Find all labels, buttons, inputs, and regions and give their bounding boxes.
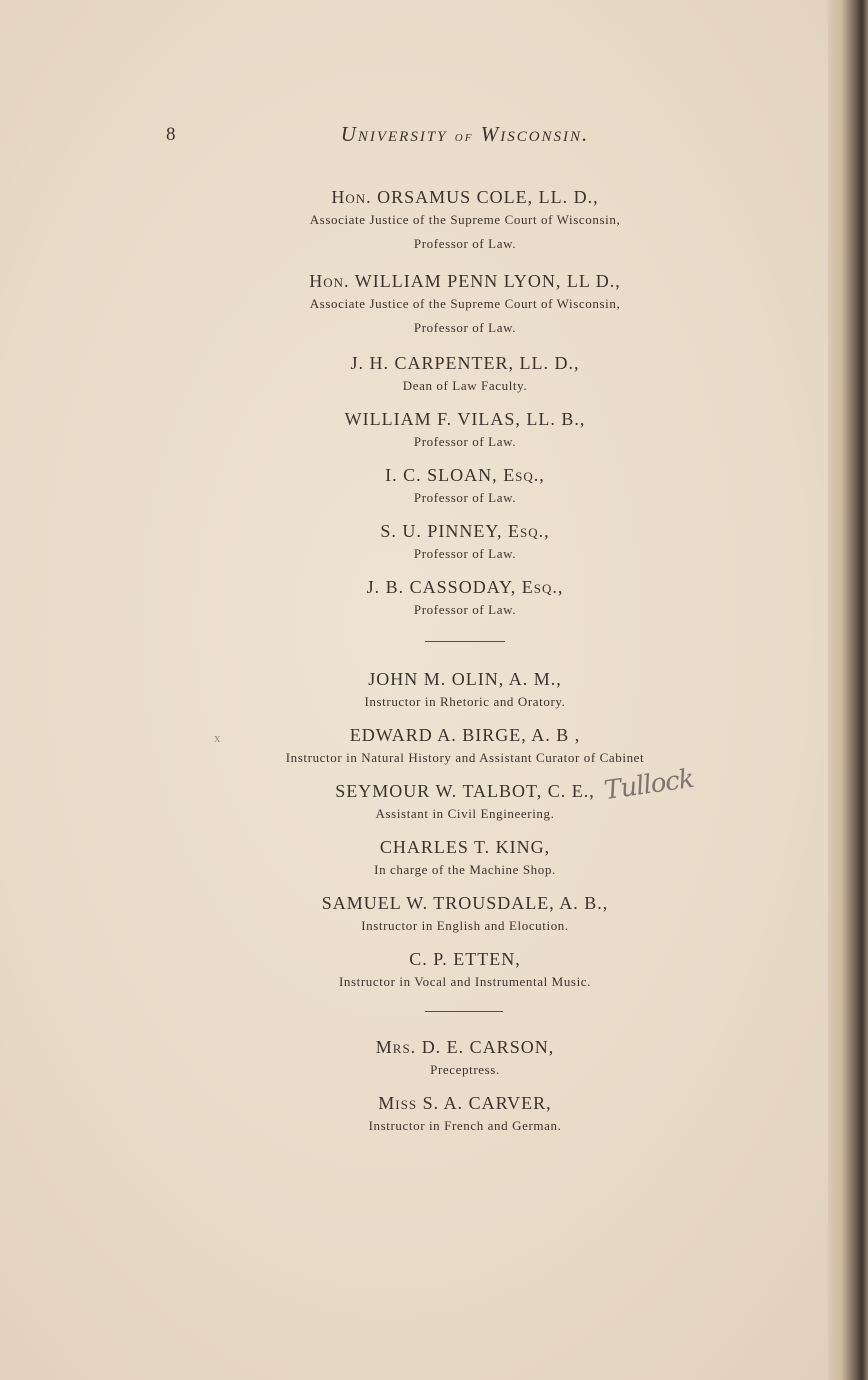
margin-mark: x bbox=[214, 730, 221, 745]
instructor-role: Instructor in English and Elocution. bbox=[361, 918, 569, 933]
faculty-entry-lyon bbox=[0, 270, 868, 338]
instructor-entry-trousdale bbox=[0, 892, 868, 936]
instructor-role: In charge of the Machine Shop. bbox=[374, 862, 556, 877]
instructor-entry-talbot bbox=[0, 780, 868, 824]
running-head-second: Wisconsin. bbox=[480, 122, 590, 146]
staff-name: Miss S. A. CARVER, bbox=[378, 1093, 552, 1113]
faculty-name: S. U. PINNEY, Esq., bbox=[380, 521, 550, 541]
faculty-role: Associate Justice of the Supreme Court of Wisconsin, bbox=[309, 212, 621, 227]
faculty-name: Hon. ORSAMUS COLE, LL. D., bbox=[331, 187, 599, 207]
instructor-name: C. P. ETTEN, bbox=[409, 949, 521, 969]
faculty-entry-vilas bbox=[0, 408, 868, 452]
instructor-name: SAMUEL W. TROUSDALE, A. B., bbox=[321, 893, 609, 913]
instructor-entry-etten bbox=[0, 948, 868, 992]
faculty-entry-cole bbox=[0, 186, 868, 254]
faculty-name: J. B. CASSODAY, Esq., bbox=[366, 577, 564, 597]
faculty-role: Professor of Law. bbox=[413, 434, 517, 449]
faculty-role: Dean of Law Faculty. bbox=[402, 378, 528, 393]
running-head-of: of bbox=[454, 129, 474, 145]
instructor-role: Instructor in Vocal and Instrumental Music. bbox=[338, 974, 592, 989]
faculty-entry-cassoday bbox=[0, 576, 868, 620]
staff-entry-carver bbox=[0, 1092, 868, 1136]
handwritten-annotation: Tullock bbox=[602, 763, 696, 807]
faculty-name: Hon. WILLIAM PENN LYON, LL D., bbox=[309, 271, 621, 291]
faculty-role: Professor of Law. bbox=[413, 236, 517, 251]
faculty-role: Professor of Law. bbox=[413, 602, 517, 617]
staff-entry-carson bbox=[0, 1036, 868, 1080]
faculty-role: Professor of Law. bbox=[413, 490, 517, 505]
page-number: 8 bbox=[166, 124, 176, 145]
staff-role: Preceptress. bbox=[430, 1062, 500, 1077]
faculty-role: Associate Justice of the Supreme Court of Wisconsin, bbox=[309, 296, 621, 311]
instructor-name: EDWARD A. BIRGE, A. B , bbox=[349, 725, 581, 745]
instructor-role: Instructor in Rhetoric and Oratory. bbox=[364, 694, 566, 709]
section-divider bbox=[425, 641, 505, 642]
faculty-entry-pinney bbox=[0, 520, 868, 564]
section-divider bbox=[425, 1011, 503, 1012]
instructor-name: SEYMOUR W. TALBOT, C. E., bbox=[335, 781, 595, 801]
faculty-name: I. C. SLOAN, Esq., bbox=[385, 465, 545, 485]
instructor-name: CHARLES T. KING, bbox=[379, 837, 551, 857]
running-head-first: University bbox=[340, 122, 448, 146]
instructor-name: JOHN M. OLIN, A. M., bbox=[368, 669, 562, 689]
running-head bbox=[0, 122, 868, 147]
instructor-entry-king bbox=[0, 836, 868, 880]
faculty-role: Professor of Law. bbox=[413, 546, 517, 561]
instructor-entry-birge bbox=[0, 724, 868, 768]
faculty-role: Professor of Law. bbox=[413, 320, 517, 335]
instructor-role: Assistant in Civil Engineering. bbox=[375, 806, 555, 821]
instructor-role: Instructor in Natural History and Assistant Curator of Cabinet bbox=[285, 750, 645, 765]
faculty-name: WILLIAM F. VILAS, LL. B., bbox=[344, 409, 586, 429]
faculty-entry-carpenter bbox=[0, 352, 868, 396]
faculty-entry-sloan bbox=[0, 464, 868, 508]
instructor-entry-olin bbox=[0, 668, 868, 712]
staff-role: Instructor in French and German. bbox=[368, 1118, 562, 1133]
faculty-name: J. H. CARPENTER, LL. D., bbox=[350, 353, 580, 373]
staff-name: Mrs. D. E. CARSON, bbox=[375, 1037, 555, 1057]
